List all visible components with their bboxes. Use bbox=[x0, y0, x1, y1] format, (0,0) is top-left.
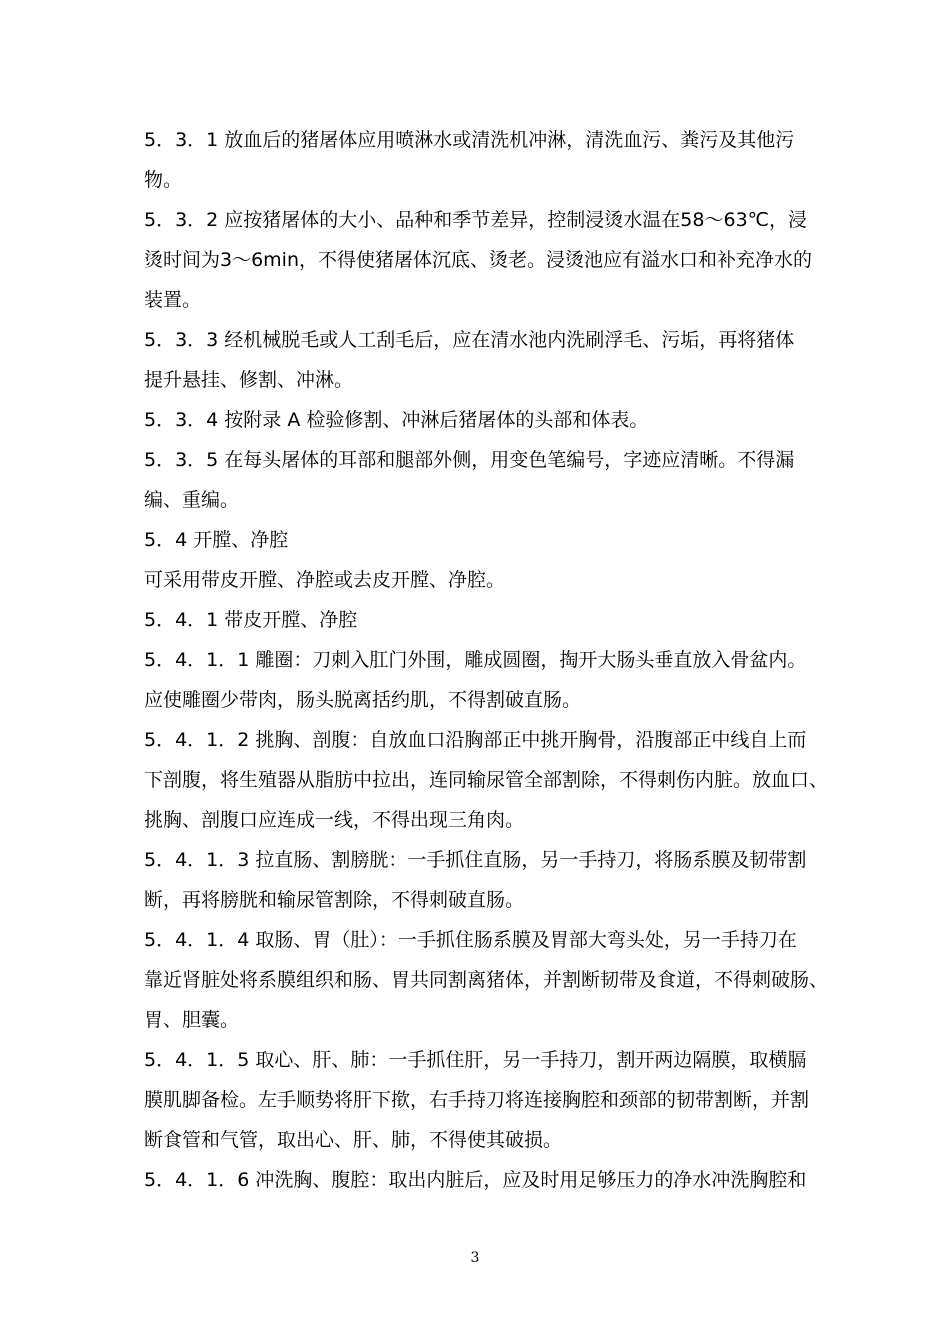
text-line: 膜肌脚备检。左手顺势将肝下揿，右手持刀将连接胸腔和颈部的韧带割断，并割 bbox=[144, 1089, 810, 1111]
paragraph bbox=[144, 1040, 810, 1160]
text-line: 断，再将膀胱和输尿管割除，不得刺破直肠。 bbox=[144, 889, 525, 911]
paragraph bbox=[144, 840, 810, 920]
paragraph bbox=[144, 200, 813, 320]
text-line: 5．3．3 经机械脱毛或人工刮毛后，应在清水池内洗刷浮毛、污垢，再将猪体 bbox=[144, 329, 795, 351]
page-number: 3 bbox=[470, 1250, 480, 1266]
paragraph bbox=[144, 720, 829, 840]
text-line: 5．4．1 带皮开膛、净腔 bbox=[144, 609, 358, 631]
text-line: 5．3．2 应按猪屠体的大小、品种和季节差异，控制浸烫水温在58～63℃，浸 bbox=[144, 209, 807, 231]
text-line: 装置。 bbox=[144, 289, 202, 311]
text-line: 应使雕圈少带肉，肠头脱离括约肌，不得割破直肠。 bbox=[144, 689, 582, 711]
text-line: 靠近肾脏处将系膜组织和肠、胃共同割离猪体，并割断韧带及食道，不得刺破肠、 bbox=[144, 969, 829, 991]
paragraph bbox=[144, 120, 810, 200]
document-body bbox=[144, 120, 829, 1200]
text-line: 提升悬挂、修割、冲淋。 bbox=[144, 369, 354, 391]
paragraph bbox=[144, 400, 810, 440]
text-line: 下剖腹，将生殖器从脂肪中拉出，连同输尿管全部割除，不得刺伤内脏。放血口、 bbox=[144, 769, 829, 791]
paragraph bbox=[144, 600, 810, 640]
paragraph bbox=[144, 1160, 810, 1200]
text-line: 胃、胆囊。 bbox=[144, 1009, 240, 1031]
paragraph bbox=[144, 320, 810, 400]
text-line: 物。 bbox=[144, 169, 183, 191]
text-line: 编、重编。 bbox=[144, 489, 240, 511]
text-line: 挑胸、剖腹口应连成一线，不得出现三角肉。 bbox=[144, 809, 525, 831]
text-line: 5．3．1 放血后的猪屠体应用喷淋水或清洗机冲淋，清洗血污、粪污及其他污 bbox=[144, 129, 795, 151]
text-line: 5．3．4 按附录 A 检验修割、冲淋后猪屠体的头部和体表。 bbox=[144, 409, 649, 431]
text-line: 5．4．1．2 挑胸、剖腹：自放血口沿胸部正中挑开胸骨，沿腹部正中线自上而 bbox=[144, 729, 807, 751]
text-line: 5．4．1．4 取肠、胃（肚）：一手抓住肠系膜及胃部大弯头处，另一手持刀在 bbox=[144, 929, 797, 951]
paragraph bbox=[144, 920, 829, 1040]
text-line: 5．4．1．6 冲洗胸、腹腔：取出内脏后，应及时用足够压力的净水冲洗胸腔和 bbox=[144, 1169, 807, 1191]
text-line: 烫时间为3～6min，不得使猪屠体沉底、烫老。浸烫池应有溢水口和补充净水的 bbox=[144, 249, 813, 271]
text-line: 5．4．1．5 取心、肝、肺：一手抓住肝，另一手持刀，割开两边隔膜，取横膈 bbox=[144, 1049, 807, 1071]
paragraph bbox=[144, 560, 810, 600]
text-line: 5．3．5 在每头屠体的耳部和腿部外侧，用变色笔编号，字迹应清晰。不得漏 bbox=[144, 449, 795, 471]
paragraph bbox=[144, 640, 810, 720]
text-line: 断食管和气管，取出心、肝、肺，不得使其破损。 bbox=[144, 1129, 563, 1151]
text-line: 可采用带皮开膛、净腔或去皮开膛、净腔。 bbox=[144, 569, 506, 591]
text-line: 5．4．1．1 雕圈：刀刺入肛门外围，雕成圆圈，掏开大肠头垂直放入骨盆内。 bbox=[144, 649, 807, 671]
paragraph bbox=[144, 520, 810, 560]
paragraph bbox=[144, 440, 810, 520]
text-line: 5．4 开膛、净腔 bbox=[144, 529, 289, 551]
text-line: 5．4．1．3 拉直肠、割膀胱：一手抓住直肠，另一手持刀，将肠系膜及韧带割 bbox=[144, 849, 807, 871]
